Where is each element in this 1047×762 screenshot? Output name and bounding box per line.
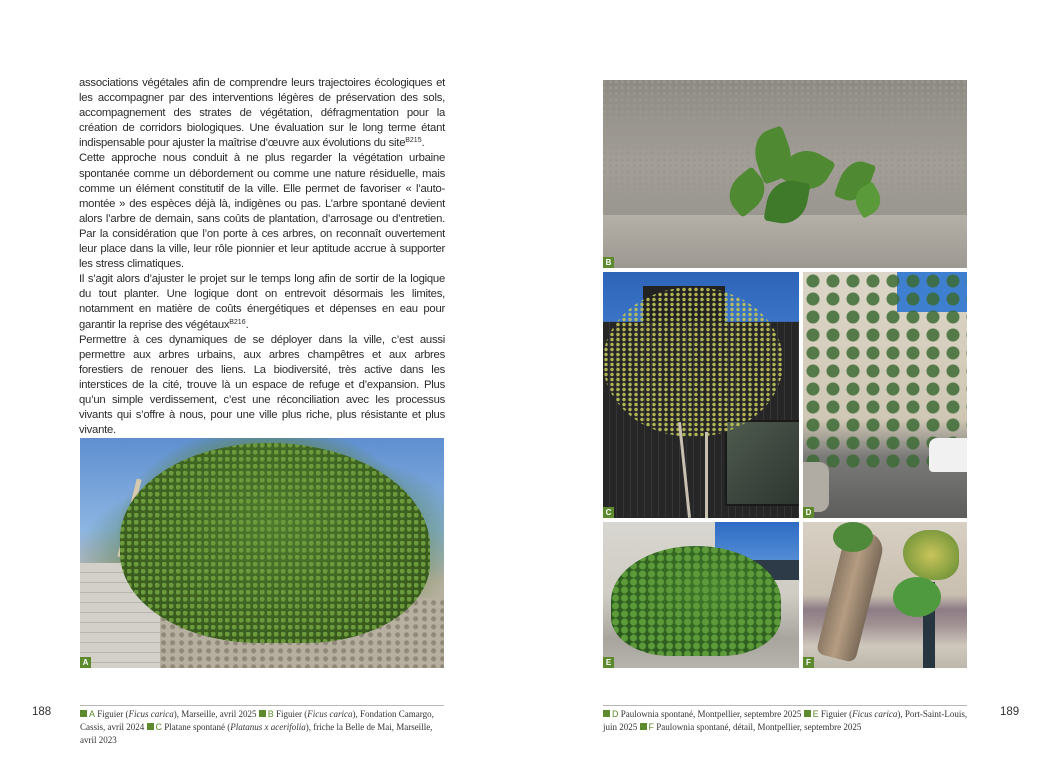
caption-text: Paulownia spontané, Montpellier, septembre 2025: [620, 709, 802, 719]
green-square-icon: [804, 710, 811, 717]
bibliography-ref: B215: [405, 137, 422, 145]
photo-label: D: [803, 507, 814, 518]
photo-leaf: [893, 577, 941, 617]
photo-car: [803, 462, 829, 512]
caption-species: Ficus carica: [852, 709, 898, 719]
page-number: 189: [1000, 706, 1020, 718]
caption-rule: [603, 705, 967, 706]
paragraph: [79, 333, 445, 439]
caption-species: Ficus carica: [307, 709, 353, 719]
photo-trunk: [705, 432, 708, 518]
photo-f-paulownia-detail: [803, 522, 967, 668]
photo-crown: [603, 287, 783, 437]
green-square-icon: [80, 710, 87, 717]
photo-car: [929, 438, 967, 472]
photo-b-fig-sprout: [603, 80, 967, 268]
caption-species: Platanus x acerifolia: [230, 722, 306, 732]
caption-text: ), Port-Saint-Louis, juin 2025: [603, 709, 968, 732]
caption-text: ), friche la Belle de Mai, Marseille, avril 2023: [80, 722, 433, 745]
caption-text: Figuier (: [820, 709, 853, 719]
paragraph-tail: .: [245, 318, 249, 331]
caption-block: [603, 708, 969, 734]
caption-text: ), Fondation Camargo, Cassis, avril 2024: [80, 709, 434, 732]
caption-rule: [80, 705, 444, 706]
caption-letter: E: [812, 709, 819, 719]
green-square-icon: [640, 723, 647, 730]
caption-letter: A: [89, 709, 96, 719]
paragraph-tail: .: [421, 137, 425, 150]
photo-c-plane-tree: [603, 272, 799, 518]
photo-leaf: [833, 522, 873, 552]
page-number: 188: [32, 706, 52, 718]
green-square-icon: [147, 723, 154, 730]
paragraph: [79, 76, 445, 151]
photo-label: C: [603, 507, 614, 518]
photo-label: F: [803, 657, 814, 668]
paragraph-text: associations végétales afin de comprendre leurs trajectoires écologiques et les accompagner par des interventions légères de préservation des sols, accompagnement des strates de végétation, défragmentation pour la création de corridors biologiques. Une évaluation sur le long terme étant indispensable pour ajuster la maîtrise d’œuvre aux évolutions du site: [79, 77, 445, 150]
photo-label: B: [603, 257, 614, 268]
paragraph: [79, 272, 445, 332]
photo-leaf: [903, 530, 959, 580]
photo-a-fig-tree: [80, 438, 444, 668]
caption-species: Ficus carica: [128, 709, 174, 719]
photo-window: [725, 420, 799, 506]
bibliography-ref: B216: [229, 318, 246, 326]
green-square-icon: [259, 710, 266, 717]
caption-text: Figuier (: [97, 709, 129, 719]
caption-letter: F: [648, 722, 655, 732]
caption-text: ), Marseille, avril 2025: [173, 709, 257, 719]
photo-e-fig-bush: [603, 522, 799, 668]
photo-d-paulownia: [803, 272, 967, 518]
paragraph: [79, 151, 445, 272]
body-text: [79, 76, 445, 438]
caption-text: Figuier (: [276, 709, 308, 719]
photo-plant: [715, 120, 895, 230]
photo-canopy: [120, 443, 430, 643]
caption-block: [80, 708, 446, 747]
caption-letter: B: [267, 709, 274, 719]
caption-letter: D: [612, 709, 619, 719]
photo-bush: [611, 546, 781, 656]
left-page: [0, 0, 523, 762]
green-square-icon: [603, 710, 610, 717]
caption-text: Paulownia spontané, détail, Montpellier, septembre 2025: [656, 722, 862, 732]
caption-text: Platane spontané (: [164, 722, 231, 732]
paragraph-text: Il s’agit alors d’ajuster le projet sur le temps long afin de sortir de la logique du tout planter. Une logique dont on entrevoit désormais les limites, notamment en matière de coûts énergétiques et dépenses en eau pour garantir la reprise des végétaux: [79, 273, 445, 331]
paragraph-text: Permettre à ces dynamiques de se déployer dans la ville, c’est aussi permettre aux arbres urbains, aux arbres champêtres et aux arbres forestiers de renouer des liens. La biodiversité, très active dans les interstices de la cité, trouve là un espace de refuge et d’expansion. Plus qu’un simple verdissement, c’est une réconciliation avec les processus vivants qui s’offre à nous, pour une ville plus riche, plus résistante et plus vivante.: [79, 333, 445, 437]
caption-letter: C: [155, 722, 162, 732]
photo-label: A: [80, 657, 91, 668]
paragraph-text: Cette approche nous conduit à ne plus regarder la végétation urbaine spontanée comme un débordement ou comme une nature résiduelle, mais comme un élément constitutif de la ville. Elle permet de favoriser « l’auto-montée » des espèces déjà là, indigènes ou pas. L’arbre spontané devient alors l’arbre de demain, sans coûts de plantation, d’arrosage ou d’entretien. Par la considération que l’on porte à ces arbres, on reconnaît ouvertement leur place dans la ville, leur rôle pionnier et leur aptitude accrue à supporter les stress climatiques.: [79, 152, 445, 271]
photo-label: E: [603, 657, 614, 668]
